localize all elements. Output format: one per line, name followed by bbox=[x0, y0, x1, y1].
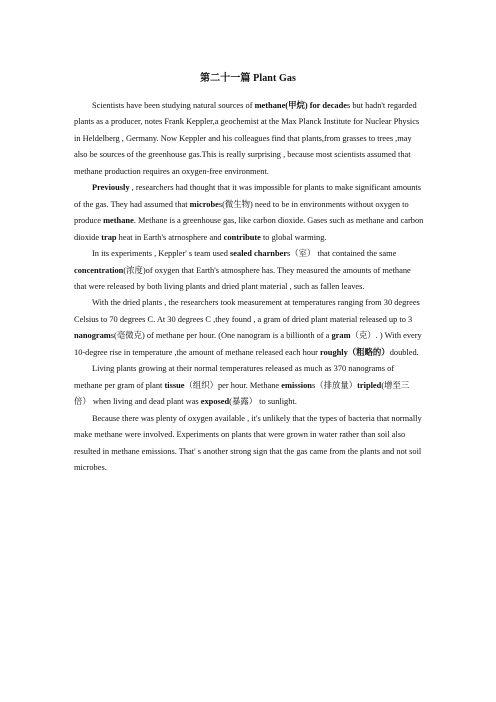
bold-term: microbe bbox=[189, 199, 219, 209]
paragraph bbox=[74, 295, 424, 361]
text-run: s(微生物) need to be in environments without oxygen to produce bbox=[74, 199, 409, 226]
bold-term: contribute bbox=[223, 232, 261, 242]
bold-term: tissue bbox=[164, 380, 185, 390]
text-run: , researchers had thought that it was impossible for plants to make significant amounts of the gas. They had assumed that bbox=[74, 183, 421, 209]
article-body bbox=[74, 98, 424, 476]
text-run: In its experiments , Keppler' s team used bbox=[92, 249, 231, 259]
paragraph bbox=[74, 180, 424, 246]
text-run: to global warming. bbox=[260, 232, 327, 242]
bold-term: Previously bbox=[92, 183, 130, 193]
text-run: Living plants growing at their normal temperatures released as much as 370 nanograms of methane per gram of plant bbox=[74, 364, 395, 390]
text-run: (增至三倍） when living and dead plant was bbox=[74, 380, 410, 407]
bold-term: methane bbox=[103, 216, 134, 226]
bold-term: nanogram bbox=[74, 331, 111, 341]
paragraph bbox=[74, 98, 424, 180]
text-run: With the dried plants , the researchers took measurement at temperatures ranging from 30 degrees Celsius to 70 degrees C. At 30 degrees C ,they found , a gram of dried plant material released up to 3 bbox=[74, 298, 420, 324]
text-run: (浓度)of oxygen that Earth's atmosphere has. They measured the amounts of methane that were released by both living plants and dried plant material , such as fallen leaves. bbox=[74, 265, 411, 291]
paragraph bbox=[74, 411, 424, 477]
bold-term: emission bbox=[281, 380, 312, 390]
text-run: Scientists have been studying natural sources of bbox=[92, 101, 255, 110]
bold-term: tripled bbox=[357, 380, 382, 390]
text-run: doubled. bbox=[389, 347, 419, 357]
text-run: s（室） that contained the same bbox=[287, 249, 397, 259]
bold-term: exposed bbox=[200, 397, 230, 407]
bold-term: methane(甲烷) for decade bbox=[254, 101, 347, 110]
bold-term: trap bbox=[101, 232, 117, 242]
document-title: 第二十一篇 Plant Gas bbox=[200, 73, 296, 84]
paragraph bbox=[74, 246, 424, 295]
paragraph bbox=[74, 361, 424, 410]
text-run: （克）. ) With every 10-degree rise in temperature ,the amount of methane released each hour bbox=[74, 331, 422, 357]
text-run: s but hadn't regarded plants as a producer, notes Frank Keppler,a geochemist at the Max Planck Institute for Nuclear Physics in Heldelberg , Germany. Now Keppler and his colleagues find that plants,from grasses to trees ,may also be sources of the greenhouse gas.This is really surprising , because most scientists assumed that methane production requires an oxygen-free environment. bbox=[74, 101, 420, 176]
text-run: . Methane is a greenhouse gas, like carbon dioxide. Gases such as methane and carbon dioxide bbox=[74, 216, 424, 242]
text-run: (暴露） to sunlight. bbox=[229, 397, 297, 407]
text-run: s（排放量） bbox=[311, 380, 358, 390]
bold-term: roughly（粗略的） bbox=[320, 347, 390, 357]
text-run: heat in Earth's atrnosphere and bbox=[116, 232, 224, 242]
text-run: （组织）per hour. Methane bbox=[184, 380, 282, 390]
bold-term: gram bbox=[331, 331, 351, 341]
text-run: s(毫微克) of methane per hour. (One nanogram is a billionth of a bbox=[110, 331, 332, 341]
text-run: Because there was plenty of oxygen available , it's unlikely that the types of bacteria that normally make methane were involved. Experiments on plants that were grown in water rather than soil also resulted in methane emissions. That' s another strong sign that the gas came from the plants and not soil microbes. bbox=[74, 413, 422, 472]
bold-term: sealed charnber bbox=[230, 249, 288, 259]
bold-term: concentration bbox=[74, 265, 124, 275]
